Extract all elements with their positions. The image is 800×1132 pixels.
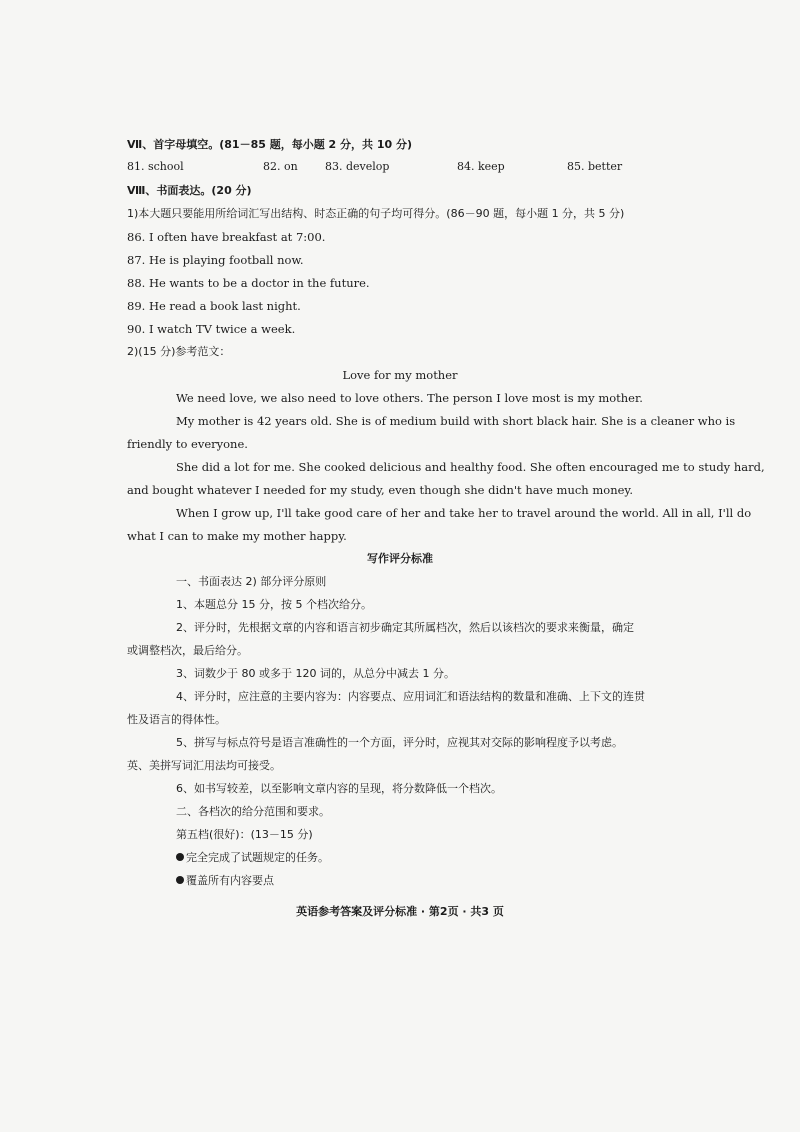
essay-line: and bought whatever I needed for my study, even though she didn't have much money.	[127, 483, 634, 497]
criteria-line: 二、各档次的给分范围和要求。	[176, 805, 330, 818]
criteria-title: 写作评分标准	[367, 552, 433, 565]
sentence-88: 88. He wants to be a doctor in the future.	[127, 276, 370, 290]
section8-part2-label: 2)(15 分)参考范文：	[127, 345, 231, 358]
answer-82: 82. on	[263, 160, 298, 173]
answer-83: 83. develop	[325, 160, 390, 173]
answer-81: 81. school	[127, 160, 184, 173]
sentence-86: 86. I often have breakfast at 7:00.	[127, 230, 326, 244]
section7-answers	[127, 160, 627, 176]
essay-line: what I can to make my mother happy.	[127, 529, 347, 543]
section8-part1-instruction: 1)本大题只要能用所给词汇写出结构、时态正确的句子均可得分。(86－90 题，每小题 1 分，共 5 分)	[127, 207, 625, 220]
sentence-90: 90. I watch TV twice a week.	[127, 322, 296, 336]
criteria-line: 4、评分时，应注意的主要内容为：内容要点、应用词汇和语法结构的数量和准确、上下文的连贯	[176, 690, 645, 703]
sentence-87: 87. He is playing football now.	[127, 253, 304, 267]
criteria-line: 英、美拼写词汇用法均可接受。	[127, 759, 281, 772]
answer-84: 84. keep	[457, 160, 505, 173]
criteria-bullet-text: 完全完成了试题规定的任务。	[186, 851, 329, 864]
sentence-89: 89. He read a book last night.	[127, 299, 301, 313]
bullet-icon	[176, 876, 184, 884]
page-footer: 英语参考答案及评分标准 · 第2页 · 共3 页	[296, 905, 504, 918]
essay-line: We need love, we also need to love others. The person I love most is my mother.	[176, 391, 643, 405]
criteria-bullet-item	[176, 873, 274, 889]
section7-heading: Ⅶ、首字母填空。(81－85 题，每小题 2 分，共 10 分)	[127, 138, 413, 151]
criteria-bullet-item	[176, 850, 329, 866]
section8-heading: Ⅷ、书面表达。(20 分)	[127, 184, 252, 197]
criteria-line: 6、如书写较差，以至影响文章内容的呈现，将分数降低一个档次。	[176, 782, 502, 795]
criteria-bullet-text: 覆盖所有内容要点	[186, 874, 274, 887]
bullet-icon	[176, 853, 184, 861]
essay-line: She did a lot for me. She cooked delicious and healthy food. She often encouraged me to study hard,	[176, 460, 765, 474]
criteria-line: 1、本题总分 15 分，按 5 个档次给分。	[176, 598, 372, 611]
criteria-line: 或调整档次，最后给分。	[127, 644, 248, 657]
essay-line: When I grow up, I'll take good care of her and take her to travel around the world. All in all, I'll do	[176, 506, 752, 520]
criteria-line: 第五档(很好)：(13－15 分)	[176, 828, 313, 841]
criteria-line: 2、评分时，先根据文章的内容和语言初步确定其所属档次，然后以该档次的要求来衡量，确定	[176, 621, 634, 634]
essay-line: My mother is 42 years old. She is of medium build with short black hair. She is a cleaner who is	[176, 414, 736, 428]
essay-title: Love for my mother	[342, 368, 458, 382]
criteria-line: 3、词数少于 80 或多于 120 词的，从总分中减去 1 分。	[176, 667, 455, 680]
criteria-line: 5、拼写与标点符号是语言准确性的一个方面，评分时，应视其对交际的影响程度予以考虑。	[176, 736, 623, 749]
criteria-line: 性及语言的得体性。	[127, 713, 226, 726]
criteria-line: 一、书面表达 2) 部分评分原则	[176, 575, 327, 588]
answer-85: 85. better	[567, 160, 623, 173]
essay-line: friendly to everyone.	[127, 437, 248, 451]
